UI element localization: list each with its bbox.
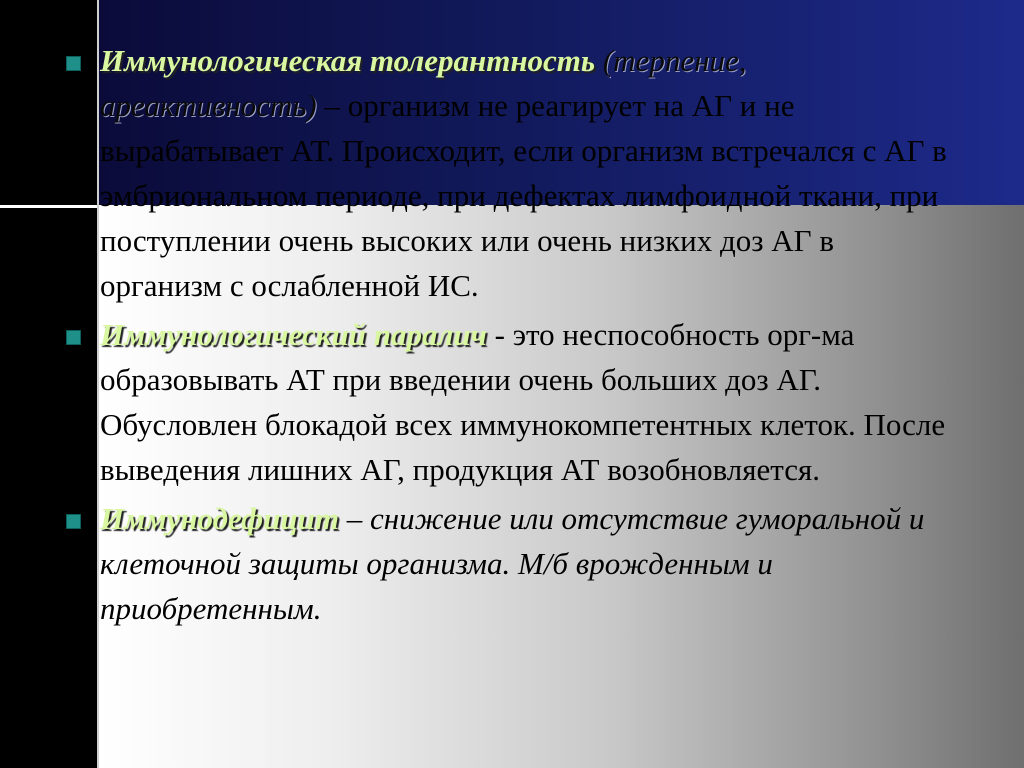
tolerance-definition: – организм не реагирует на АГ и не вырабатывает АТ. Происходит, если организм встречался с АГ в эмбриональном периоде, при дефектах лимфоидной ткани, при поступлении очень высоких или очень низких доз АГ в организм с ослабленной ИС. [100, 88, 947, 303]
list-item-tolerance [60, 38, 960, 308]
slide-content [60, 38, 960, 635]
immunodeficiency-definition: – снижение или отсутствие гуморальной и клеточной защиты организма. М/б врожденным и приобретенным. [100, 501, 925, 626]
paralysis-definition: - это неспособность орг-ма образовывать АТ при введении очень больших доз АГ. Обусловлен блокадой всех иммунокомпетентных клеток. После выведения лишних АГ, продукция АТ возобновляется. [100, 317, 946, 487]
tolerance-synonyms: (терпение, ареактивность) [100, 43, 747, 123]
term-paralysis: Иммунологический паралич [100, 317, 487, 352]
bullet-list [60, 38, 960, 631]
list-item-immunodeficiency [60, 496, 960, 631]
square-bullet-icon [66, 56, 81, 71]
list-item-paralysis [60, 312, 960, 492]
square-bullet-icon [66, 330, 81, 345]
square-bullet-icon [66, 514, 81, 529]
term-tolerance: Иммунологическая толерантность [100, 43, 596, 78]
term-immunodeficiency: Иммунодефицит [100, 501, 340, 536]
